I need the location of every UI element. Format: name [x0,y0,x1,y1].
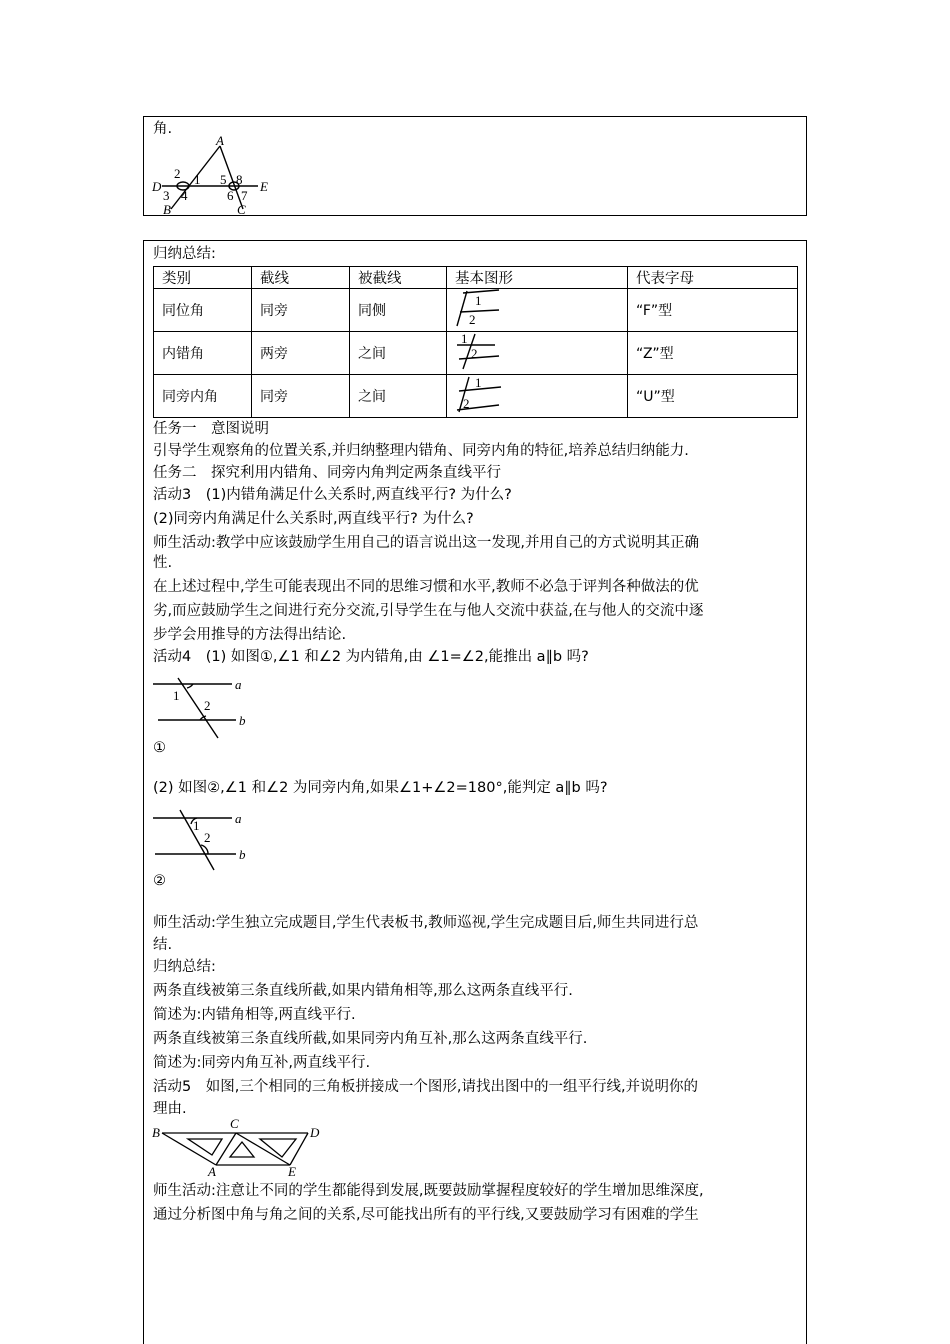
top-text: 角. [153,121,173,137]
activity3-q1: 活动3 (1)内错角满足什么关系时,两直线平行? 为什么? [153,487,512,503]
table-cell: 同旁 [252,289,350,332]
table-row [154,375,798,418]
header-cell: 截线 [252,267,350,289]
summary2-title: 归纳总结: [153,959,216,975]
paragraph-cont: 理由. [153,1101,187,1117]
table-cell: “U”型 [628,375,798,418]
line-a-label: a [235,677,242,692]
task2-heading: 任务二 探究利用内错角、同旁内角判定两条直线平行 [153,465,501,481]
figure-2-marker: ② [153,873,166,889]
f-shape-figure [455,289,515,327]
label-C: C [230,1116,239,1131]
label-A: A [216,134,224,148]
table-cell: 之间 [350,332,447,375]
header-cell: 类别 [154,267,252,289]
angle-2-label: 2 [204,830,211,845]
paragraph-cont: 性. [153,555,173,571]
header-cell: 基本图形 [447,267,628,289]
label-E: E [260,179,268,194]
paragraph-cont: 劣,而应鼓励学生之间进行充分交流,引导学生在与他人交流中获益,在与他人的交流中逐 [153,603,704,619]
label-D: D [310,1125,320,1140]
angle-2-label: 2 [469,312,476,327]
u-shape-figure [455,375,515,413]
angle-figure-top [150,134,280,218]
activity5: 活动5 如图,三个相同的三角板拼接成一个图形,请找出图中的一组平行线,并说明你的 [153,1079,699,1095]
figure-cell [447,332,628,375]
table-cell: 同旁 [252,375,350,418]
angle-1-label: 1 [193,818,200,833]
teacher-student-activity: 师生活动:学生独立完成题目,学生代表板书,教师巡视,学生完成题目后,师生共同进行总 [153,915,699,931]
task1-heading: 任务一 意图说明 [153,421,269,437]
table-row [154,332,798,375]
teacher-student-activity: 师生活动:注意让不同的学生都能得到发展,既要鼓励掌握程度较好的学生增加思维深度, [153,1183,704,1199]
activity4-q1: 活动4 (1) 如图①,∠1 和∠2 为内错角,由 ∠1=∠2,能推出 a∥b 吗? [153,649,589,665]
table-cell: 同侧 [350,289,447,332]
figure-cell [447,375,628,418]
angle-2-label: 2 [204,698,211,713]
table-cell: “F”型 [628,289,798,332]
activity3-q2: (2)同旁内角满足什么关系时,两直线平行? 为什么? [153,511,474,527]
label-C: C [237,202,246,217]
rule: 简述为:同旁内角互补,两直线平行. [153,1055,371,1071]
angle-1-label: 1 [475,293,482,308]
angle-1-label: 1 [475,375,482,390]
activity4-q2: (2) 如图②,∠1 和∠2 为同旁内角,如果∠1+∠2=180°,能判定 a∥b 吗? [153,780,608,796]
angle-2-label: 2 [471,346,478,361]
parallel-lines-figure-2 [150,808,260,872]
table-cell: “Z”型 [628,332,798,375]
angle-1-label: 1 [173,688,180,703]
figure-cell [447,289,628,332]
angle-3-label: 3 [163,188,170,203]
angle-1-label: 1 [461,332,468,346]
triangle-rulers-figure [150,1114,330,1178]
paragraph-cont: 结. [153,937,173,953]
paragraph-cont: 步学会用推导的方法得出结论. [153,627,347,643]
label-E: E [288,1164,296,1178]
z-shape-figure [455,332,515,370]
table-cell: 之间 [350,375,447,418]
table-cell: 两旁 [252,332,350,375]
paragraph-cont: 通过分析图中角与角之间的关系,尽可能找出所有的平行线,又要鼓励学习有困难的学生 [153,1207,699,1223]
figure-1-marker: ① [153,740,166,756]
table-cell: 同位角 [154,289,252,332]
rule: 简述为:内错角相等,两直线平行. [153,1007,356,1023]
teacher-student-activity: 师生活动:教学中应该鼓励学生用自己的语言说出这一发现,并用自己的方式说明其正确 [153,535,699,551]
angle-5-label: 5 [220,172,227,187]
paragraph: 引导学生观察角的位置关系,并归纳整理内错角、同旁内角的特征,培养总结归纳能力. [153,443,689,459]
angle-2-label: 2 [463,396,470,411]
table-row [154,289,798,332]
angle-2-label: 2 [174,166,181,181]
angle-6-label: 6 [227,188,234,203]
header-cell: 被截线 [350,267,447,289]
parallel-lines-figure-1 [150,676,260,740]
label-B: B [152,1125,160,1140]
angle-4-label: 4 [181,188,188,203]
header-cell: 代表字母 [628,267,798,289]
angle-8-label: 8 [236,172,243,187]
angle-7-label: 7 [241,188,248,203]
label-A: A [208,1164,216,1178]
line-b-label: b [239,847,246,862]
table-cell: 内错角 [154,332,252,375]
label-B: B [163,202,171,217]
summary-title: 归纳总结: [153,246,216,262]
line-a-label: a [235,811,242,826]
table-cell: 同旁内角 [154,375,252,418]
summary-table [153,266,798,418]
rule: 两条直线被第三条直线所截,如果同旁内角互补,那么这两条直线平行. [153,1031,588,1047]
angle-1-label: 1 [194,172,201,187]
rule: 两条直线被第三条直线所截,如果内错角相等,那么这两条直线平行. [153,983,573,999]
paragraph: 在上述过程中,学生可能表现出不同的思维习惯和水平,教师不必急于评判各种做法的优 [153,579,699,595]
line-b-label: b [239,713,246,728]
summary-table-header [154,267,798,289]
label-D: D [152,179,162,194]
